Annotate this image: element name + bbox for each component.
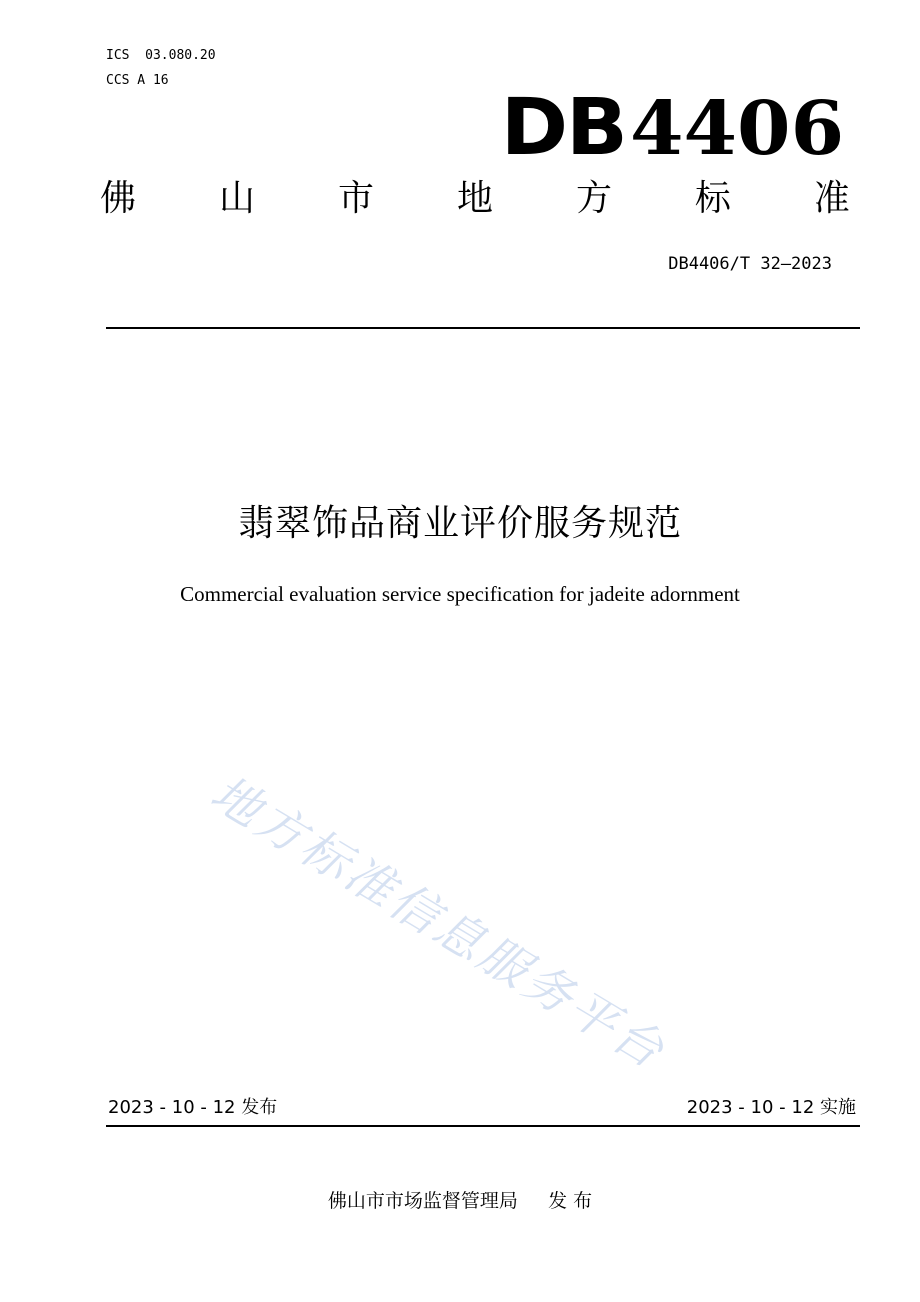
standard-type-char: 地 xyxy=(456,178,493,219)
standard-type-char: 山 xyxy=(218,178,255,219)
title-english: Commercial evaluation service specification for jadeite adornment xyxy=(180,582,740,606)
standard-type-char: 佛 xyxy=(100,178,137,219)
standard-number: DB4406/T 32—2023 xyxy=(668,254,832,274)
header-divider xyxy=(106,327,860,329)
watermark: 地方标准信息服务平台 xyxy=(201,765,676,1081)
standard-type-char: 市 xyxy=(337,178,374,219)
publisher: 佛山市市场监督管理局 发 布 xyxy=(327,1190,593,1212)
code-number: 4406 xyxy=(629,86,844,172)
standard-type-char: 标 xyxy=(694,178,731,219)
implementation-date: 2023 - 10 - 12 实施 xyxy=(686,1097,856,1118)
title-chinese: 翡翠饰品商业评价服务规范 xyxy=(237,503,682,544)
standard-code-logo xyxy=(500,83,844,173)
standard-type xyxy=(100,176,850,222)
issue-date: 2023 - 10 - 12 发布 xyxy=(108,1097,278,1118)
code-prefix: DB xyxy=(500,83,626,173)
ccs-code: CCS A 16 xyxy=(106,73,169,88)
standard-type-char: 方 xyxy=(575,178,612,219)
standard-type-char: 准 xyxy=(813,178,850,219)
footer-divider xyxy=(106,1125,860,1127)
ics-code: ICS 03.080.20 xyxy=(106,48,216,63)
